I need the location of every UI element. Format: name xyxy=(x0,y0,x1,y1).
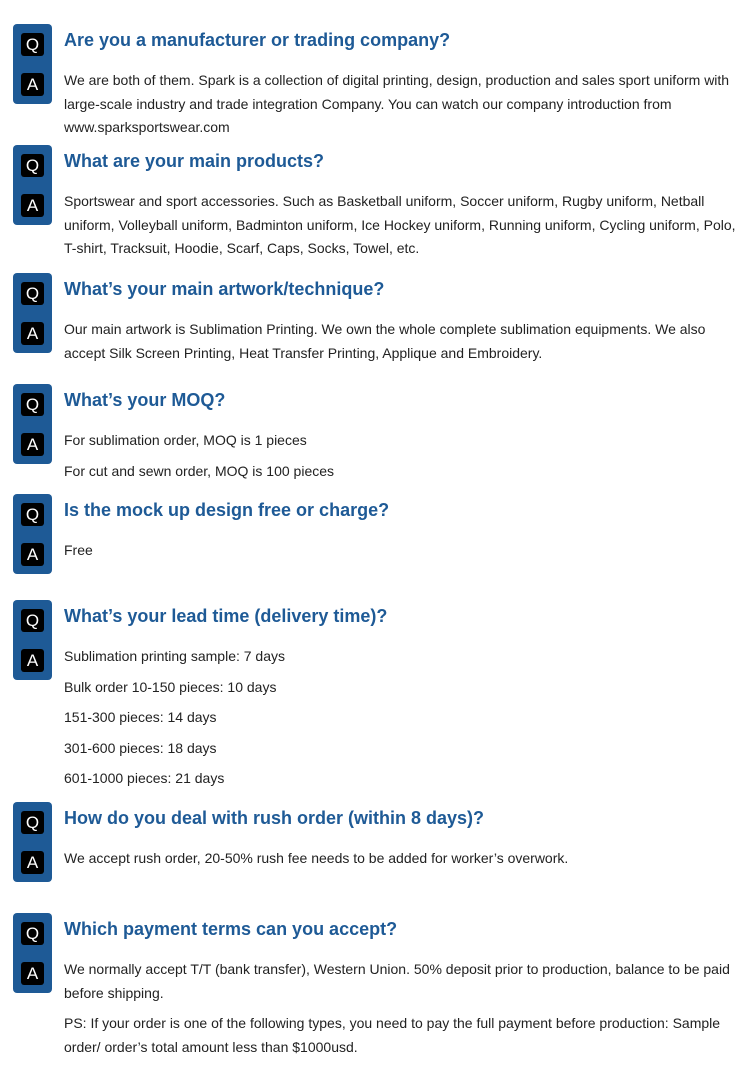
question-heading: What’s your lead time (delivery time)? xyxy=(64,606,388,626)
answer-paragraph: We are both of them. Spark is a collection of digital printing, design, production and sales sport uniform with large-scale industry and trade integration Company. You can watch our company introduction from www.sparksportswear.com xyxy=(64,72,730,135)
question-icon: Q xyxy=(21,503,44,526)
question-heading: How do you deal with rush order (within 8 days)? xyxy=(64,808,485,828)
question-icon: Q xyxy=(21,33,44,56)
answer-paragraph: We normally accept T/T (bank transfer), Western Union. 50% deposit prior to production, balance to be paid before shipping. xyxy=(64,961,730,1001)
question-icon: Q xyxy=(21,154,44,177)
answer-text xyxy=(64,69,739,147)
answer-paragraph: Bulk order 10-150 pieces: 10 days xyxy=(64,678,277,695)
answer-paragraph: 601-1000 pieces: 21 days xyxy=(64,770,225,786)
answer-icon: A xyxy=(21,322,44,345)
question-icon: Q xyxy=(21,609,44,632)
question-heading: What’s your MOQ? xyxy=(64,390,226,410)
qa-badge xyxy=(13,24,52,104)
answer-paragraph: For sublimation order, MOQ is 1 pieces xyxy=(64,432,307,448)
answer-text xyxy=(64,318,739,372)
answer-icon: A xyxy=(21,851,44,874)
answer-text xyxy=(64,645,739,798)
question-heading: What are your main products? xyxy=(64,151,325,171)
answer-icon: A xyxy=(21,962,44,985)
question-icon: Q xyxy=(21,811,44,834)
answer-text xyxy=(64,539,739,570)
answer-text xyxy=(64,847,739,878)
answer-paragraph: For cut and sewn order, MOQ is 100 pieces xyxy=(64,462,335,479)
qa-badge xyxy=(13,384,52,464)
qa-badge xyxy=(13,494,52,574)
answer-icon: A xyxy=(21,194,44,217)
question-icon: Q xyxy=(21,922,44,945)
answer-paragraph: Free xyxy=(64,542,93,558)
qa-badge xyxy=(13,145,52,225)
qa-badge xyxy=(13,913,52,993)
question-heading: Are you a manufacturer or trading company? xyxy=(64,30,451,50)
answer-paragraph: 151-300 pieces: 14 days xyxy=(64,709,217,725)
answer-paragraph: Sportswear and sport accessories. Such as Basketball uniform, Soccer uniform, Rugby uniform, Netball uniform, Volleyball uniform, Badminton uniform, Ice Hockey uniform, Running uniform, Cycling uniform, Polo, T-shirt, Tracksuit, Hoodie, Scarf, Caps, Socks, Towel, etc. xyxy=(64,193,736,256)
qa-badge xyxy=(13,273,52,353)
answer-paragraph: 301-600 pieces: 18 days xyxy=(64,739,217,756)
answer-text xyxy=(64,190,739,268)
answer-icon: A xyxy=(21,649,44,672)
question-icon: Q xyxy=(21,282,44,305)
answer-text xyxy=(64,429,739,490)
answer-paragraph: PS: If your order is one of the following types, you need to pay the full payment before production: Sample order/ order’s total amount less than $1000usd. xyxy=(64,1015,721,1055)
question-heading: Is the mock up design free or charge? xyxy=(64,500,390,520)
question-heading: Which payment terms can you accept? xyxy=(64,919,398,939)
qa-badge xyxy=(13,600,52,680)
qa-badge xyxy=(13,802,52,882)
question-heading: What’s your main artwork/technique? xyxy=(64,279,385,299)
answer-icon: A xyxy=(21,433,44,456)
question-icon: Q xyxy=(21,393,44,416)
answer-icon: A xyxy=(21,73,44,96)
answer-paragraph: Our main artwork is Sublimation Printing. We own the whole complete sublimation equipments. We also accept Silk Screen Printing, Heat Transfer Printing, Applique and Embroidery. xyxy=(64,321,706,361)
answer-icon: A xyxy=(21,543,44,566)
answer-paragraph: Sublimation printing sample: 7 days xyxy=(64,648,286,664)
answer-paragraph: We accept rush order, 20-50% rush fee needs to be added for worker’s overwork. xyxy=(64,850,569,866)
answer-text xyxy=(64,958,739,1066)
